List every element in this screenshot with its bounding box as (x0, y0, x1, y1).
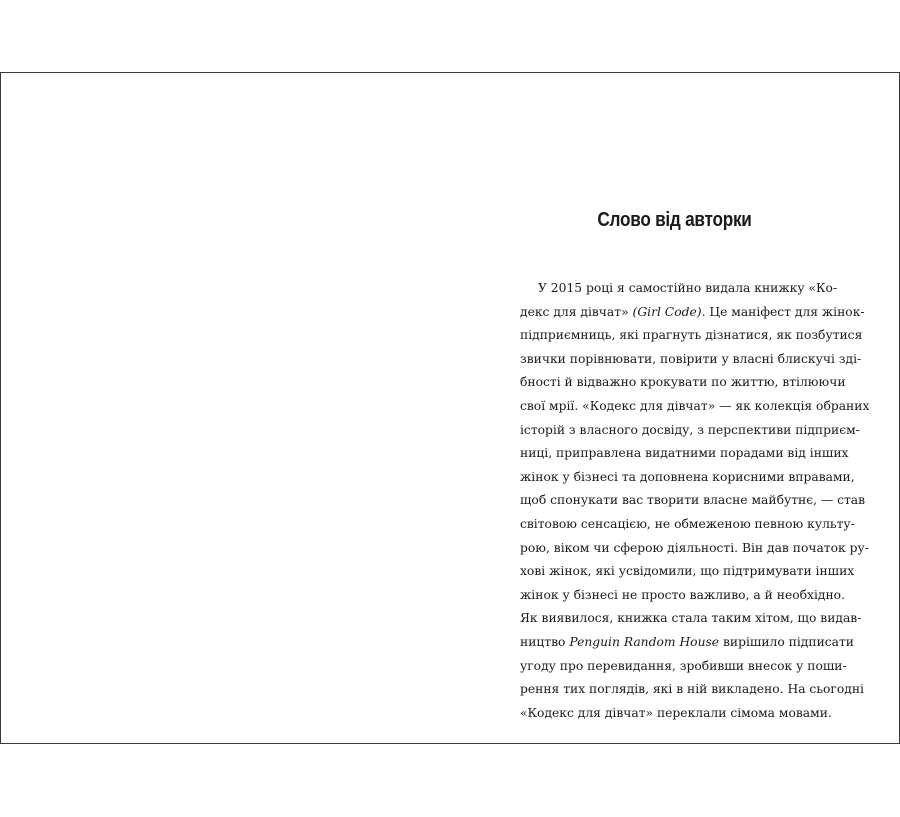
text-fragment: . Це маніфест для жінок- (701, 304, 865, 319)
book-spread (0, 72, 900, 744)
text-line: рення тих поглядів, які в ній викладено. На сьогодні (520, 682, 864, 697)
left-page (1, 73, 450, 743)
text-line (520, 631, 854, 655)
text-line: жінок у бізнесі не просто важливо, а й необхідно. (520, 587, 845, 602)
text-line: хові жінок, які усвідомили, що підтримувати інших (520, 564, 855, 579)
text-line: бності й відважно крокувати по життю, втілюючи (520, 375, 846, 390)
text-fragment: ництво (520, 634, 570, 649)
text-line: щоб спонукати вас творити власне майбутнє, — став (520, 493, 866, 508)
text-line: Як виявилося, книжка стала таким хітом, що видав- (520, 611, 862, 626)
text-line: «Кодекс для дівчат» переклали сімома мовами. (520, 705, 832, 720)
text-line: підприємниць, які прагнуть дізнатися, як позбутися (520, 328, 863, 343)
italic-title: (Girl Code) (632, 304, 702, 319)
text-fragment: вирішило підписати (719, 634, 854, 649)
text-line: свої мрії. «Кодекс для дівчат» — як колекція обраних (520, 398, 870, 413)
right-page (450, 73, 899, 743)
text-line: жінок у бізнесі та доповнена корисними вправами, (520, 469, 855, 484)
text-line: історій з власного досвіду, з перспективи підприєм- (520, 422, 860, 437)
text-line: рою, віком чи сферою діяльності. Він дав початок ру- (520, 540, 869, 555)
chapter-title: Слово від авторки (597, 209, 752, 231)
text-line: У 2015 році я самостійно видала книжку «Ко- (538, 281, 838, 295)
text-line: угоду про перевидання, зробивши внесок у поши- (520, 658, 847, 673)
text-line (520, 301, 865, 325)
text-fragment: декс для дівчат» (520, 304, 633, 319)
body-paragraph (520, 277, 870, 725)
text-line: ниці, приправлена видатними порадами від інших (520, 446, 849, 461)
italic-publisher: Penguin Random House (569, 634, 720, 649)
text-line: звички порівнювати, повірити у власні блискучі зді- (520, 351, 862, 366)
text-line: світовою сенсацією, не обмеженою певною культу- (520, 516, 855, 531)
